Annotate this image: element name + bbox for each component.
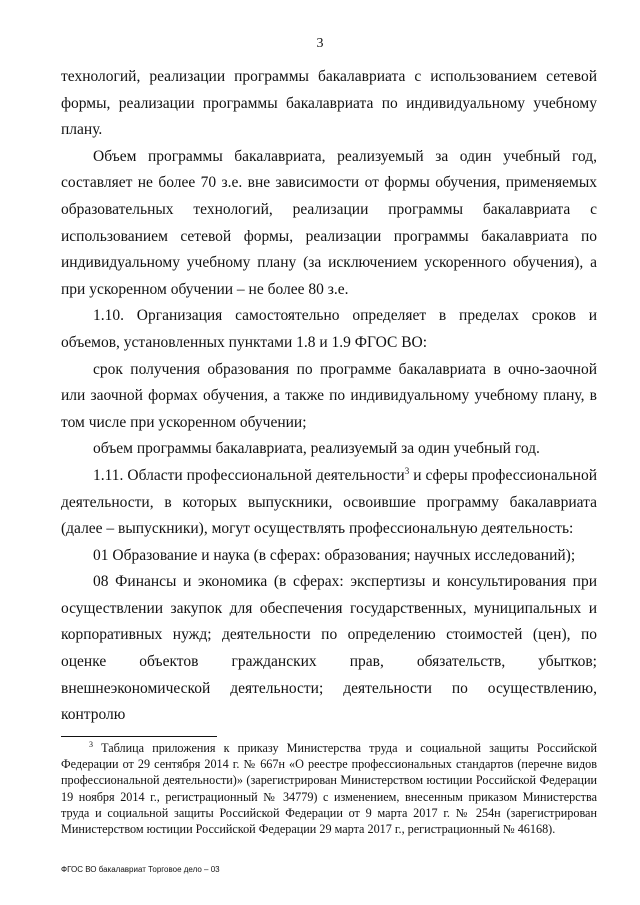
body-text [61, 64, 597, 729]
paragraph-area-08: 08 Финансы и экономика (в сферах: экспертизы и консультирования при осуществлении закупок для обеспечения государственных, муниципальных и корпоративных нужд; деятельности по определению стоимостей (цен), по оценке объектов гражданских прав, обязательств, убытков; внешнеэкономической деятельности; деятельности по осуществлению, контролю [61, 573, 597, 724]
paragraph-1-11-start: 1.11. Области профессиональной деятельности [93, 466, 405, 484]
footnote-text [61, 740, 597, 837]
page-footer: ФГОС ВО бакалавриат Торговое дело – 03 [61, 865, 220, 874]
paragraph-1-11 [61, 463, 597, 543]
footnote-reference: 3 [404, 465, 410, 476]
paragraph-program-volume: Объем программы бакалавриата, реализуемый за один учебный год, составляет не более 70 з.е. вне зависимости от формы обучения, применяемых образовательных технологий, реализации программы бакалавриата с использованием сетевой формы, реализации программы бакалавриата по индивидуальному учебному плану (за исключением ускоренного обучения), а при ускоренном обучении – не более 80 з.е. [61, 147, 597, 298]
paragraph-1-10: 1.10. Организация самостоятельно определяет в пределах сроков и объемов, установленных пунктами 1.8 и 1.9 ФГОС ВО: [61, 307, 597, 351]
paragraph-1-11-end: и сферы профессиональной деятельности, в которых выпускники, освоившие программу бакалавриата (далее – выпускники), могут осуществлять профессиональную деятельность: [61, 466, 597, 538]
paragraph-continuation: технологий, реализации программы бакалавриата с использованием сетевой формы, реализации программы бакалавриата по индивидуальному учебному плану. [61, 68, 597, 139]
paragraph-annual-volume: объем программы бакалавриата, реализуемый за один учебный год. [93, 440, 540, 458]
footnote-body: Таблица приложения к приказу Министерства труда и социальной защиты Российской Федерации от 29 сентября 2014 г. № 667н «О реестре профессиональных стандартов (перечне видов профессиональной деятельности)» (зарегистрирован Министерством юстиции Российской Федерации 19 ноября 2014 г., регистрационный № 34779) с изменением, внесенным приказом Министерства труда и социальной защиты Российской Федерации от 9 марта 2017 г. № 254н (зарегистрирован Министерством юстиции Российской Федерации 29 марта 2017 г., регистрационный № 46168). [61, 741, 597, 837]
page-number: 3 [316, 36, 324, 51]
footnote-divider [61, 736, 217, 737]
paragraph-area-01: 01 Образование и наука (в сферах: образования; научных исследований); [93, 546, 576, 564]
footnote-marker: 3 [89, 739, 93, 749]
paragraph-study-term: срок получения образования по программе бакалавриата в очно-заочной или заочной формах обучения, а также по индивидуальному учебному плану, в том числе при ускоренном обучении; [61, 360, 597, 431]
footnote [61, 740, 597, 837]
